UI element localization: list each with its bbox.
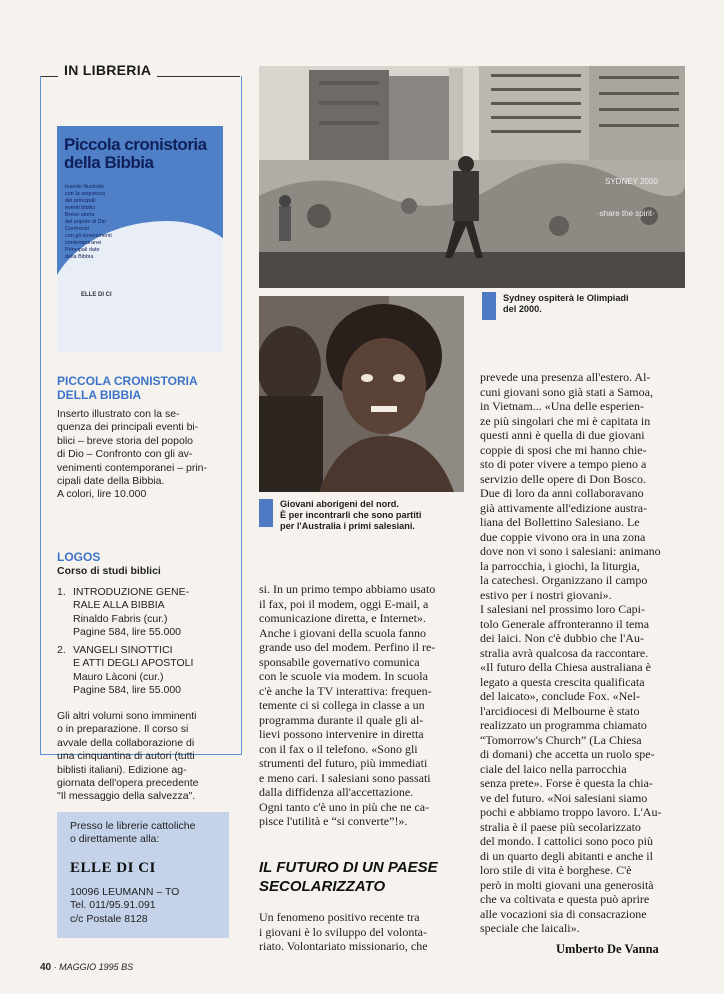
text-line: avvale della collaborazione di — [57, 736, 195, 749]
entry2-note — [57, 710, 231, 804]
article-line: sponsabile governativo comunica — [259, 654, 420, 669]
order-address — [70, 886, 179, 926]
sidebar — [40, 62, 240, 958]
photo-children — [259, 296, 464, 492]
article-line: dove non vi sono i salesiani: animano — [480, 544, 661, 558]
text-line: INTRODUZIONE GENE- — [73, 586, 190, 598]
article-line: del laicato», conclude Fox. «Nel- — [480, 689, 640, 703]
article-line: di domani) che accetta un ruolo spe- — [480, 747, 655, 761]
list-number: 2. — [57, 644, 66, 656]
article-line: loro stile di vita è borghese. C'è — [480, 863, 632, 877]
article-line: però in molti giovani una generosità — [480, 877, 654, 892]
article-line: speciale che laicali». — [480, 921, 580, 935]
text-line: Rinaldo Fabris (cur.) — [73, 612, 168, 625]
article-line: strumenti del futuro, più immediati — [259, 756, 428, 770]
article-column-1-continued — [259, 910, 469, 954]
text-line: "Il messaggio della salvezza". — [57, 790, 196, 803]
entry1-description — [57, 408, 231, 502]
book-cover-blurb — [65, 184, 137, 261]
book-blurb-line: della Bibbia — [65, 254, 94, 260]
book-cover — [57, 126, 223, 352]
article-line: ve del futuro. «Noi salesiani siamo — [480, 790, 648, 805]
caption-line: del 2000. — [503, 304, 542, 314]
text-line: VANGELI SINOTTICI — [73, 644, 173, 656]
caption-sydney — [503, 293, 629, 315]
book-blurb-line: eventi biblici — [65, 205, 95, 211]
text-line: E ATTI DEGLI APOSTOLI — [73, 657, 194, 670]
article-line: senza prete». Forse è questa la chia- — [480, 776, 653, 790]
book-blurb-line: del popolo di Dio — [65, 219, 106, 225]
article-line: dalla diffidenza all'accettazione. — [259, 785, 414, 799]
article-line: Due di loro da anni collaboravano — [480, 486, 644, 500]
article-line: alle vocazioni sia di consacrazione — [480, 906, 647, 921]
book-blurb-line: con gli avvenimenti — [65, 233, 112, 239]
list-text — [73, 586, 233, 640]
article-line: temente ci si collega in classe a un — [259, 698, 425, 712]
article-line: stralia è il paese più secolarizzato — [480, 819, 641, 834]
entry1-title: PICCOLA CRONISTORIA DELLA BIBBIA — [57, 374, 198, 402]
article-line: già attivamente all'edizione austra- — [480, 500, 648, 515]
article-line: riato. Volontariato missionario, che — [259, 939, 428, 953]
article-line: realizzato un programma chiamato — [480, 718, 647, 732]
caption-line: Giovani aborigeni del nord. — [280, 499, 399, 509]
book-blurb-line: dei principali — [65, 198, 96, 204]
text-line: Mauro Làconi (cur.) — [73, 670, 164, 683]
text-line: biblisti italiani). Edizione ag- — [57, 763, 187, 776]
byline: Umberto De Vanna — [556, 942, 659, 956]
caption-line: per l'Australia i primi salesiani. — [280, 521, 415, 531]
book-blurb-line: Inserto illustrato — [65, 184, 104, 190]
caption-marker — [482, 292, 496, 320]
book-blurb-line: con la sequenza — [65, 191, 106, 197]
aboriginal-children-image — [259, 296, 464, 492]
article-column-1 — [259, 582, 469, 829]
article-line: tolo Generale affronteranno il tema — [480, 616, 650, 631]
text-line: quenza dei principali eventi bi- — [57, 421, 199, 434]
article-line: Un fenomeno positivo recente tra — [259, 910, 420, 924]
article-line: con il fax o il telefono. «Sono gli — [259, 741, 418, 756]
article-line: del mondo. I cattolici sono poco più — [480, 834, 653, 848]
article-line: ciale del laico nella parrocchia — [480, 761, 627, 776]
article-line: comunicazione diretta, e Internet». — [259, 611, 426, 625]
article-line: l'arcidiocesi di Melbourne è stato — [480, 703, 640, 718]
section-subhead: IL FUTURO DI UN PAESE SECOLARIZZATO — [259, 859, 438, 895]
entry2-subtitle: Corso di studi biblici — [57, 565, 161, 577]
text-line: di Dio – Confronto con gli av- — [57, 448, 193, 461]
article-line: programma durante il quale gli al- — [259, 712, 424, 727]
olympic-slogan-text: ·share the spirit· — [597, 209, 655, 218]
article-line: legato a questa crescita qualificata — [480, 674, 645, 689]
caption-line: È per incontrarli che sono partiti — [280, 510, 422, 520]
article-line: pochi e abbiamo troppo lavoro. L'Au- — [480, 805, 662, 819]
book-blurb-line: Breve storia — [65, 212, 95, 218]
text-line: Gli altri volumi sono imminenti — [57, 710, 197, 722]
article-line: pisce l'utilità e “si converte”!». — [259, 814, 408, 828]
article-line: i giovani è lo sviluppo del volonta- — [259, 924, 427, 939]
book-cover-title: Piccola cronistoria della Bibbia — [64, 135, 207, 172]
article-line: cuni giovani sono già stati a Samoa, — [480, 384, 653, 399]
article-line: coppie di sposi che mi hanno chie- — [480, 442, 647, 457]
book-cover-publisher: ELLE DI CI — [81, 292, 112, 298]
article-line: stralia avrà qualcosa da raccontare. — [480, 645, 649, 660]
issue-label: MAGGIO 1995 BS — [59, 962, 134, 972]
article-line: estivo per i nostri giovani». — [480, 587, 612, 602]
text-line: Inserto illustrato con la se- — [57, 408, 180, 420]
article-line: con le scuole via modem. In scuola — [259, 669, 428, 683]
article-line: Anche i giovani della scuola fanno — [259, 625, 426, 640]
text-line: una cinquantina di autori (tutti — [57, 750, 195, 763]
article-line: Ogni tanto c'è uno in più che ne ca- — [259, 799, 430, 814]
list-text — [73, 644, 233, 698]
article-line: sto di poter vivere a tempo pieno a — [480, 457, 647, 471]
order-line2: o direttamente alla: — [70, 833, 160, 845]
olympic-sign-text: SYDNEY 2000 — [605, 177, 658, 186]
text-line: Pagine 584, lire 55.000 — [73, 626, 181, 639]
article-line: servizio delle opere di Don Bosco. — [480, 471, 646, 486]
article-line: in Vietnam... «Una delle esperien- — [480, 399, 645, 413]
article-line: di un quarto degli abitanti e anche il — [480, 848, 653, 863]
text-line: RALE ALLA BIBBIA — [73, 599, 165, 612]
article-line: liana del Bollettino Salesiano. Le — [480, 515, 640, 529]
article-line: «Il futuro della Chiesa australiana è — [480, 660, 651, 674]
address-line: 10096 LEUMANN – TO — [70, 886, 180, 898]
caption-children — [280, 499, 421, 532]
article-line: la catechesi. Organizzano il campo — [480, 573, 648, 587]
article-line: si. In un primo tempo abbiamo usato — [259, 582, 436, 596]
article-line: “Tomorrow's Church” (La Chiesa — [480, 732, 642, 747]
article-line: questi anni è quella di due giovani — [480, 428, 645, 442]
address-line: Tel. 011/95.91.091 — [70, 899, 156, 912]
order-publisher: ELLE DI CI — [70, 860, 156, 876]
article-line: dei laici. Non c'è dubbio che l'Au- — [480, 631, 644, 645]
page-number: 40 — [40, 962, 52, 973]
article-column-2 — [480, 370, 686, 936]
photo-sydney — [259, 66, 685, 288]
book-blurb-line: Principali date — [65, 247, 100, 253]
list-item — [57, 586, 233, 640]
order-line1: Presso le librerie cattoliche — [70, 820, 196, 832]
text-line: A colori, lire 10.000 — [57, 488, 147, 501]
page-footer: 40 · MAGGIO 1995 BS — [40, 962, 134, 973]
text-line: Pagine 584, lire 55.000 — [73, 684, 181, 697]
text-line: giornata dell'opera precedente — [57, 777, 199, 790]
article-line: e meno cari. I salesiani sono passati — [259, 770, 431, 785]
text-line: o in preparazione. Il corso si — [57, 723, 189, 736]
book-blurb-line: Confronto — [65, 226, 90, 232]
list-item — [57, 644, 233, 698]
article-line: che va coltivata e questa può aprire — [480, 892, 650, 906]
article-line: la parrocchia, i giochi, la liturgia, — [480, 558, 640, 573]
text-line: cipali date della Bibbia. — [57, 475, 165, 488]
article-line: il fax, poi il modem, oggi E-mail, a — [259, 596, 429, 611]
order-box — [57, 812, 229, 938]
article-line: I salesiani nel prossimo loro Capi- — [480, 602, 645, 616]
article-line: ze più singolari che mi è capitata in — [480, 413, 651, 428]
article-line: grande uso del modem. Perfino il re- — [259, 640, 436, 654]
sydney-street-image — [259, 66, 685, 288]
text-line: venimenti contemporanei – prin- — [57, 461, 207, 474]
article-line: prevede una presenza all'estero. Al- — [480, 370, 651, 384]
article-line: c'è anche la TV interattiva: frequen- — [259, 683, 432, 698]
article-line: lievi possono intervenire in diretta — [259, 727, 424, 741]
book-blurb-line: contemporanei — [65, 240, 102, 246]
address-line: c/c Postale 8128 — [70, 912, 148, 925]
caption-marker — [259, 499, 273, 527]
article-line: due coppie vivono ora in una zona — [480, 529, 646, 544]
entry2-title: LOGOS — [57, 550, 101, 564]
list-number: 1. — [57, 586, 66, 598]
caption-line: Sydney ospiterà le Olimpiadi — [503, 293, 629, 303]
text-line: blici – breve storia del popolo — [57, 434, 193, 447]
sidebar-header: IN LIBRERIA — [58, 62, 157, 78]
